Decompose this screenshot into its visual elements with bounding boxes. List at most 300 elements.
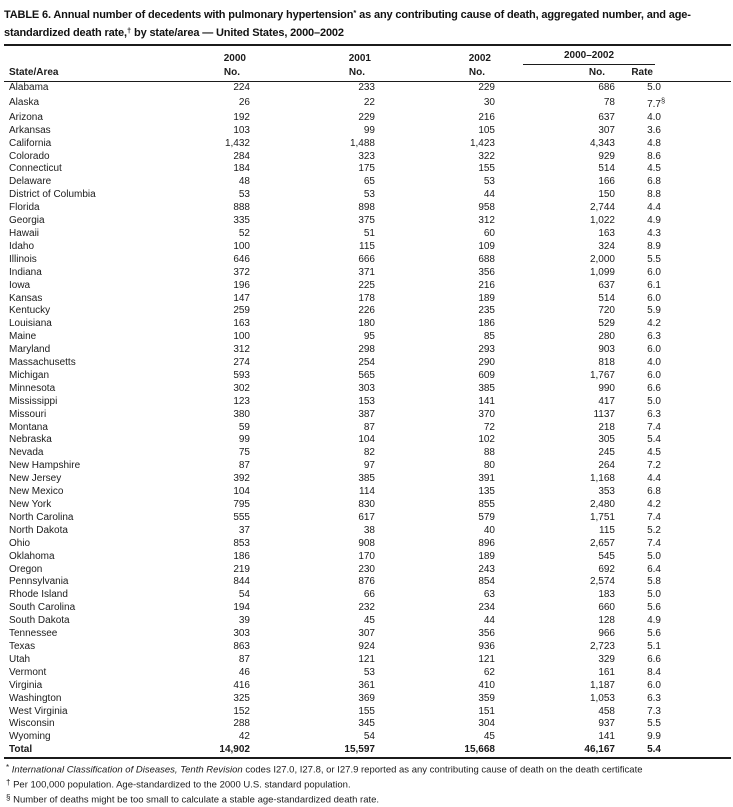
filler-cell	[661, 331, 731, 344]
value-cell: 335	[233, 215, 250, 227]
filler-cell	[661, 667, 731, 680]
table-row	[4, 744, 731, 758]
footnote-small-numbers-text: Number of deaths might be too small to calculate a stable age-standardized death rate.	[13, 794, 380, 806]
table-row	[4, 680, 731, 693]
footnote-icd-rest: codes I27.0, I27.8, or I27.9 reported as any contributing cause of death on the death certificate	[242, 764, 643, 776]
value-cell: 380	[233, 408, 250, 420]
filler-cell	[661, 396, 731, 409]
col-header-state-area: State/Area	[4, 66, 194, 82]
value-cell: 44	[483, 615, 495, 627]
value-cell: 230	[358, 563, 375, 575]
value-cell: 141	[478, 395, 495, 407]
table-row	[4, 82, 731, 95]
value-cell: 637	[598, 111, 615, 123]
value-cell: 371	[358, 266, 375, 278]
filler-cell	[661, 293, 731, 306]
value-cell: 4.3	[647, 227, 661, 239]
dagger-marker: †	[6, 778, 11, 788]
filler-cell	[661, 138, 731, 151]
table-row	[4, 525, 731, 538]
value-cell: 175	[358, 163, 375, 175]
value-cell: 302	[233, 382, 250, 394]
subheader-row	[4, 66, 731, 82]
value-cell: 417	[598, 395, 615, 407]
value-cell: 370	[478, 408, 495, 420]
value-cell: 109	[478, 240, 495, 252]
state-cell: Utah	[9, 653, 31, 665]
value-cell: 4.9	[647, 215, 661, 227]
value-cell: 6.6	[647, 382, 661, 394]
value-cell: 1,022	[589, 215, 615, 227]
table-row	[4, 486, 731, 499]
table-row	[4, 112, 731, 125]
state-cell: Pennsylvania	[9, 576, 69, 588]
value-cell: 416	[233, 679, 250, 691]
filler-cell	[661, 434, 731, 447]
value-cell: 184	[233, 163, 250, 175]
value-cell: 15,668	[375, 744, 495, 758]
value-cell: 1,168	[589, 473, 615, 485]
value-cell: 97	[363, 460, 375, 472]
value-cell: 192	[233, 111, 250, 123]
value-cell: 6.0	[647, 369, 661, 381]
title-footnote-marker-asterisk: *	[353, 8, 357, 17]
value-cell: 72	[483, 421, 495, 433]
value-cell: 7.7§	[647, 95, 666, 110]
footnote-icd	[6, 762, 727, 777]
value-cell: 6.0	[647, 679, 661, 691]
value-cell: 6.0	[647, 292, 661, 304]
value-cell: 87	[238, 460, 250, 472]
value-cell: 5.1	[647, 640, 661, 652]
decedents-table	[4, 44, 731, 759]
state-cell: Arizona	[9, 111, 43, 123]
value-cell: 38	[363, 524, 375, 536]
table-row	[4, 667, 731, 680]
value-cell: 46	[238, 666, 250, 678]
value-cell: 903	[598, 344, 615, 356]
table-row	[4, 654, 731, 667]
value-cell: 545	[598, 550, 615, 562]
value-cell: 78	[603, 96, 615, 108]
value-cell: 183	[598, 589, 615, 601]
state-cell: Mississippi	[9, 395, 58, 407]
filler-cell	[661, 718, 731, 731]
value-cell: 163	[598, 227, 615, 239]
value-cell: 4.5	[647, 447, 661, 459]
table-row	[4, 95, 731, 112]
value-cell: 298	[358, 344, 375, 356]
value-cell: 150	[598, 189, 615, 201]
filler-cell	[661, 551, 731, 564]
value-cell: 303	[358, 382, 375, 394]
value-cell: 30	[483, 96, 495, 108]
value-cell: 818	[598, 357, 615, 369]
state-cell: Minnesota	[9, 382, 56, 394]
value-cell: 593	[233, 369, 250, 381]
value-cell: 6.4	[647, 563, 661, 575]
value-cell: 5.9	[647, 305, 661, 317]
filler-cell	[661, 370, 731, 383]
value-cell: 303	[233, 628, 250, 640]
col-header-no-2002: No.	[375, 66, 495, 82]
filler-cell	[661, 744, 731, 758]
value-cell: 830	[358, 499, 375, 510]
table-row	[4, 447, 731, 460]
state-cell: Virginia	[9, 679, 43, 691]
table-row	[4, 693, 731, 706]
filler-cell	[661, 538, 731, 551]
filler-header-cell	[661, 45, 731, 66]
state-cell: Washington	[9, 692, 62, 704]
value-cell: 7.3	[647, 705, 661, 717]
value-cell: 284	[233, 150, 250, 162]
table-row	[4, 138, 731, 151]
value-cell: 6.1	[647, 279, 661, 291]
state-cell: Connecticut	[9, 163, 62, 175]
value-cell: 186	[233, 550, 250, 562]
value-cell: 4.9	[647, 615, 661, 627]
value-cell: 579	[478, 511, 495, 523]
value-cell: 4.2	[647, 499, 661, 510]
value-cell: 104	[358, 434, 375, 446]
filler-cell	[661, 95, 731, 112]
value-cell: 53	[363, 666, 375, 678]
value-cell: 52	[238, 227, 250, 239]
value-cell: 245	[598, 447, 615, 459]
value-cell: 66	[363, 589, 375, 601]
table-row	[4, 706, 731, 719]
year-header-row	[4, 45, 731, 66]
state-cell: North Dakota	[9, 524, 68, 536]
filler-cell	[661, 383, 731, 396]
value-cell: 4.0	[647, 357, 661, 369]
value-cell: 4.0	[647, 111, 661, 123]
value-cell: 114	[359, 486, 375, 498]
state-cell: Arkansas	[9, 124, 51, 136]
value-cell: 225	[358, 279, 375, 291]
filler-cell	[661, 228, 731, 241]
value-cell: 1,488	[349, 137, 375, 149]
value-cell: 224	[233, 82, 250, 93]
table-row	[4, 228, 731, 241]
value-cell: 141	[598, 731, 615, 743]
filler-cell	[661, 151, 731, 164]
value-cell: 235	[478, 305, 495, 317]
value-cell: 375	[358, 215, 375, 227]
table-row	[4, 396, 731, 409]
state-cell: South Dakota	[9, 615, 70, 627]
value-cell: 218	[598, 421, 615, 433]
value-cell: 5.0	[647, 589, 661, 601]
value-cell: 123	[233, 395, 250, 407]
value-cell: 259	[233, 305, 250, 317]
value-cell: 46,167	[495, 744, 615, 758]
value-cell: 325	[233, 692, 250, 704]
value-cell: 53	[363, 189, 375, 201]
title-text-1: TABLE 6. Annual number of decedents with pulmonary hypertension	[4, 9, 354, 21]
table-header	[4, 45, 731, 82]
filler-cell	[661, 460, 731, 473]
value-cell: 4,343	[589, 137, 615, 149]
table-row	[4, 731, 731, 744]
table-row	[4, 383, 731, 396]
value-cell: 5.5	[647, 253, 661, 265]
filler-cell	[661, 112, 731, 125]
table-row	[4, 370, 731, 383]
value-cell: 4.8	[647, 137, 661, 149]
value-cell: 1,432	[224, 137, 250, 149]
state-cell: District of Columbia	[9, 189, 96, 201]
value-cell: 720	[598, 305, 615, 317]
value-cell: 219	[233, 563, 250, 575]
value-cell: 40	[483, 524, 495, 536]
value-cell: 844	[233, 576, 250, 588]
state-cell: Georgia	[9, 215, 45, 227]
value-cell: 1,099	[589, 266, 615, 278]
table-row	[4, 718, 731, 731]
state-cell: Missouri	[9, 408, 47, 420]
table-row	[4, 189, 731, 202]
value-cell: 161	[598, 666, 615, 678]
table-row	[4, 318, 731, 331]
filler-cell	[661, 628, 731, 641]
col-header-rate: Rate	[615, 66, 661, 82]
value-cell: 529	[598, 318, 615, 330]
value-cell: 514	[598, 163, 615, 175]
value-cell: 180	[358, 318, 375, 330]
filler-cell	[661, 163, 731, 176]
filler-cell	[661, 641, 731, 654]
value-cell: 356	[478, 266, 495, 278]
value-cell: 104	[233, 486, 250, 498]
table-row	[4, 357, 731, 370]
state-cell: Kansas	[9, 292, 43, 304]
filler-cell	[661, 512, 731, 525]
value-cell: 2,657	[589, 537, 615, 549]
value-cell: 233	[358, 82, 375, 93]
value-cell: 63	[483, 589, 495, 601]
value-cell: 898	[358, 202, 375, 214]
filler-cell	[661, 447, 731, 460]
table-row	[4, 499, 731, 512]
value-cell: 929	[598, 150, 615, 162]
filler-cell	[661, 693, 731, 706]
value-cell: 152	[233, 705, 250, 717]
filler-cell	[661, 589, 731, 602]
table-body	[4, 82, 731, 759]
table-row	[4, 293, 731, 306]
value-cell: 312	[233, 344, 250, 356]
value-cell: 216	[478, 279, 495, 291]
filler-cell	[661, 344, 731, 357]
value-cell: 87	[363, 421, 375, 433]
section-marker: §	[6, 793, 11, 803]
table-row	[4, 538, 731, 551]
value-cell: 115	[359, 240, 375, 252]
value-cell: 99	[238, 434, 250, 446]
value-cell: 254	[358, 357, 375, 369]
value-cell: 45	[483, 731, 495, 743]
value-cell: 53	[483, 176, 495, 188]
value-cell: 2,574	[589, 576, 615, 588]
table-row	[4, 305, 731, 318]
state-cell: Oklahoma	[9, 550, 55, 562]
value-cell: 2,000	[589, 253, 615, 265]
group-header-label: 2000–2002	[523, 48, 655, 65]
value-cell: 194	[233, 602, 250, 614]
value-cell: 6.3	[647, 692, 661, 704]
state-cell: Illinois	[9, 253, 37, 265]
value-cell: 151	[478, 705, 495, 717]
table-row	[4, 163, 731, 176]
value-cell: 555	[233, 511, 250, 523]
value-cell: 637	[598, 279, 615, 291]
filler-cell	[661, 241, 731, 254]
table-row	[4, 176, 731, 189]
value-cell: 102	[478, 434, 495, 446]
value-cell: 229	[358, 111, 375, 123]
state-cell: Alabama	[9, 82, 49, 93]
value-cell: 100	[233, 331, 250, 343]
value-cell: 15,597	[250, 744, 375, 758]
value-cell: 1,423	[469, 137, 495, 149]
value-cell: 62	[483, 666, 495, 678]
table-row	[4, 589, 731, 602]
value-cell: 2,480	[589, 499, 615, 510]
col-header-no-agg: No.	[495, 66, 615, 82]
value-cell: 59	[238, 421, 250, 433]
value-cell: 458	[598, 705, 615, 717]
value-cell: 99	[363, 124, 375, 136]
value-cell: 65	[363, 176, 375, 188]
value-cell: 293	[478, 344, 495, 356]
value-cell: 7.4	[647, 537, 661, 549]
filler-cell	[661, 176, 731, 189]
value-cell: 7.4	[647, 421, 661, 433]
value-cell: 155	[478, 163, 495, 175]
value-cell: 369	[358, 692, 375, 704]
state-cell: Oregon	[9, 563, 43, 575]
value-cell: 54	[238, 589, 250, 601]
value-cell: 312	[478, 215, 495, 227]
state-cell: Maryland	[9, 344, 51, 356]
value-cell: 189	[478, 292, 495, 304]
filler-cell	[661, 486, 731, 499]
value-cell: 14,902	[194, 744, 250, 758]
value-cell: 692	[598, 563, 615, 575]
value-cell: 323	[358, 150, 375, 162]
filler-cell	[661, 731, 731, 744]
value-cell: 391	[478, 473, 495, 485]
value-cell: 82	[363, 447, 375, 459]
title-text-2: as any contributing cause of death, aggregated number, and age-standardized death rate,	[4, 9, 691, 39]
filler-cell	[661, 654, 731, 667]
value-cell: 1,053	[589, 692, 615, 704]
filler-cell	[661, 267, 731, 280]
value-cell: 855	[478, 499, 495, 510]
asterisk-marker: *	[6, 763, 10, 773]
state-cell: Colorado	[9, 150, 50, 162]
col-header-2000-2002-group	[495, 45, 661, 66]
value-cell: 5.4	[615, 744, 661, 758]
state-cell: Michigan	[9, 369, 50, 381]
value-cell: 6.3	[647, 408, 661, 420]
value-cell: 88	[483, 447, 495, 459]
value-cell: 966	[598, 628, 615, 640]
filler-cell	[661, 576, 731, 589]
value-cell: 153	[358, 395, 375, 407]
value-cell: 170	[358, 550, 375, 562]
state-cell: Florida	[9, 202, 40, 214]
value-cell: 6.8	[647, 176, 661, 188]
state-cell: New Hampshire	[9, 460, 81, 472]
value-cell: 226	[358, 305, 375, 317]
state-cell: Idaho	[9, 240, 35, 252]
value-cell: 51	[363, 227, 375, 239]
value-cell: 345	[358, 718, 375, 730]
state-cell: Montana	[9, 421, 48, 433]
filler-cell	[661, 499, 731, 512]
value-cell: 22	[363, 96, 375, 108]
state-cell: Kentucky	[9, 305, 51, 317]
state-cell: Total	[4, 744, 194, 758]
value-cell: 100	[233, 240, 250, 252]
value-cell: 6.0	[647, 266, 661, 278]
value-cell: 666	[358, 253, 375, 265]
filler-cell	[661, 189, 731, 202]
value-cell: 4.4	[647, 473, 661, 485]
col-header-no-2000: No.	[194, 66, 250, 82]
table-row	[4, 564, 731, 577]
table-row	[4, 331, 731, 344]
value-cell: 48	[238, 176, 250, 188]
value-cell: 147	[233, 292, 250, 304]
value-cell: 322	[478, 150, 495, 162]
value-cell: 229	[478, 82, 495, 93]
value-cell: 854	[478, 576, 495, 588]
table-row	[4, 551, 731, 564]
footnotes	[4, 759, 729, 807]
state-cell: Wyoming	[9, 731, 51, 743]
value-cell: 1,751	[589, 511, 615, 523]
state-cell: New Mexico	[9, 486, 64, 498]
state-cell: Wisconsin	[9, 718, 55, 730]
value-cell: 115	[599, 524, 615, 536]
value-cell: 863	[233, 640, 250, 652]
table-row	[4, 344, 731, 357]
table-row	[4, 628, 731, 641]
table-row	[4, 125, 731, 138]
state-cell: Vermont	[9, 666, 47, 678]
state-cell: Hawaii	[9, 227, 40, 239]
filler-cell	[661, 125, 731, 138]
value-cell: 3.6	[647, 124, 661, 136]
value-cell: 189	[478, 550, 495, 562]
filler-cell	[661, 422, 731, 435]
table-row	[4, 241, 731, 254]
value-cell: 45	[363, 615, 375, 627]
state-cell: West Virginia	[9, 705, 68, 717]
value-cell: 121	[478, 653, 495, 665]
state-cell: New Jersey	[9, 473, 62, 485]
value-cell: 4.4	[647, 202, 661, 214]
value-cell: 924	[358, 640, 375, 652]
value-cell: 288	[233, 718, 250, 730]
state-cell: Alaska	[9, 96, 40, 108]
filler-cell	[661, 254, 731, 267]
value-cell: 1,187	[589, 679, 615, 691]
